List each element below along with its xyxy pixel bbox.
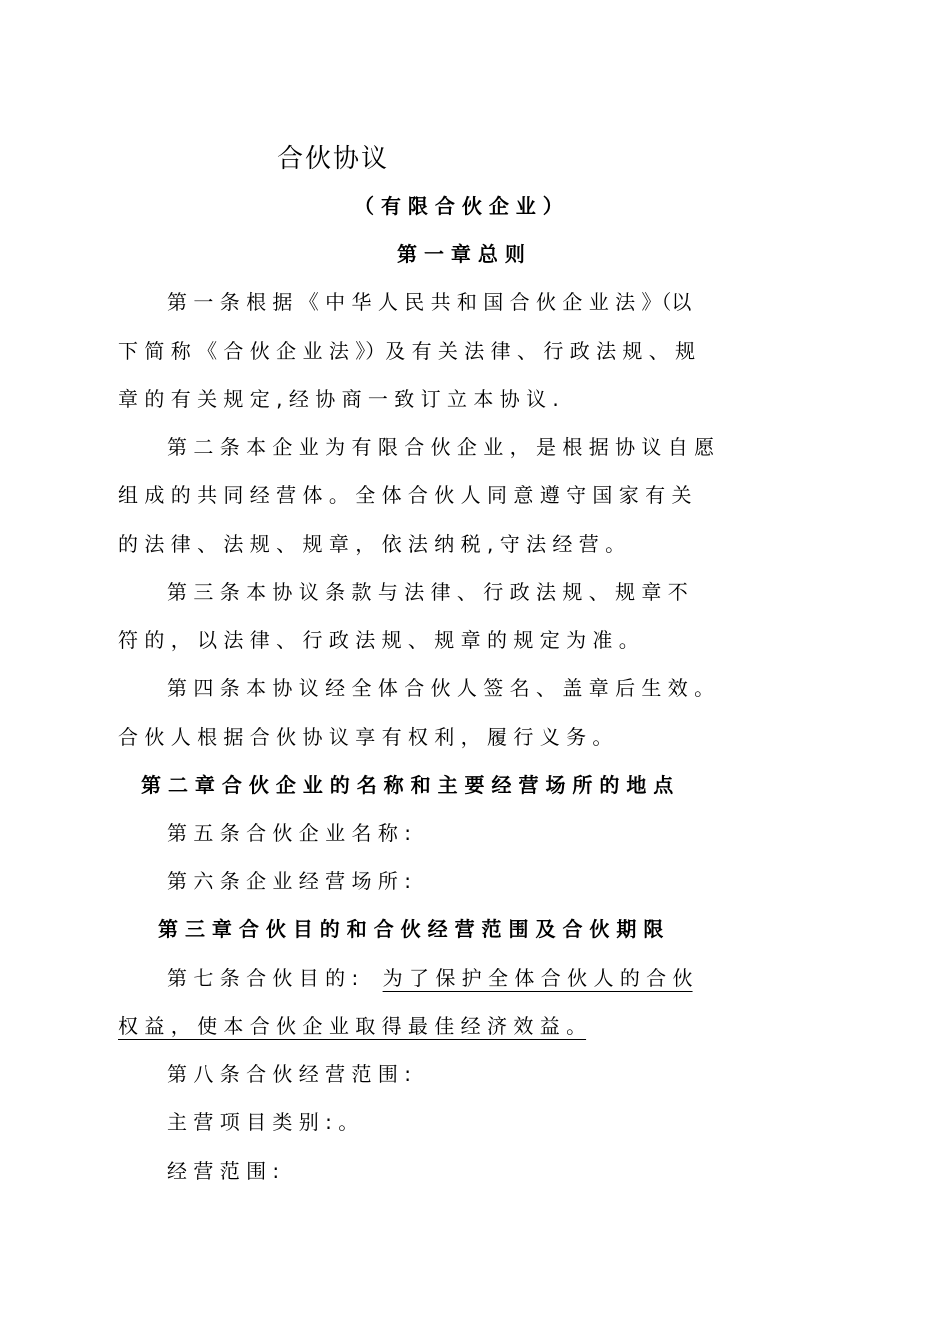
article-line: 第 三 条 本 协 议 条 款 与 法 律 、 行 政 法 规 、 规 章 不	[167, 580, 688, 604]
document-subtitle: （ 有 限 合 伙 企 业 ）	[354, 194, 563, 218]
article-line: 第 四 条 本 协 议 经 全 体 合 伙 人 签 名 、 盖 章 后 生 效 。	[167, 676, 715, 700]
article-line: 第 六 条 企 业 经 营 场 所 :	[167, 869, 411, 893]
chapter-heading: 第 三 章 合 伙 目 的 和 合 伙 经 营 范 围 及 合 伙 期 限	[158, 917, 664, 941]
article-line: 第 一 条 根 据 《 中 华 人 民 共 和 国 合 伙 企 业 法 》（以	[167, 290, 692, 314]
underlined-text: 权 益 ， 使 本 合 伙 企 业 取 得 最 佳 经 济 效 益 。	[118, 1014, 587, 1038]
article-line: 章 的 有 关 规 定 , 经 协 商 一 致 订 立 本 协 议 .	[118, 387, 559, 411]
underlined-text: 为 了 保 护 全 体 合 伙 人 的 合 伙	[382, 966, 693, 990]
article-line: 组 成 的 共 同 经 营 体 。 全 体 合 伙 人 同 意 遵 守 国 家 有 关	[118, 483, 692, 507]
article-line: 第 二 条 本 企 业 为 有 限 合 伙 企 业 ， 是 根 据 协 议 自 愿	[167, 435, 715, 459]
article-line: 第 八 条 合 伙 经 营 范 围 :	[167, 1062, 411, 1086]
article-line: 下 简 称 《 合 伙 企 业 法 》）及 有 关 法 律 、 行 政 法 规 、 规	[118, 339, 696, 363]
article-line: 的 法 律 、 法 规 、 规 章 ， 依 法 纳 税 , 守 法 经 营 。	[118, 532, 626, 556]
article-line	[167, 966, 693, 990]
document-title: 合伙协议	[277, 144, 390, 174]
chapter-heading: 第 二 章 合 伙 企 业 的 名 称 和 主 要 经 营 场 所 的 地 点	[141, 773, 674, 797]
article-line: 符 的 ， 以 法 律 、 行 政 法 规 、 规 章 的 规 定 为 准 。	[118, 628, 639, 652]
field-label: 经 营 范 围 :	[167, 1159, 280, 1183]
article-line: 第 五 条 合 伙 企 业 名 称 :	[167, 821, 411, 845]
field-label: 主 营 项 目 类 别 : 。	[167, 1110, 359, 1134]
article-label: 第 七 条 合 伙 目 的 :	[167, 966, 359, 990]
article-line: 合 伙 人 根 据 合 伙 协 议 享 有 权 利 ， 履 行 义 务 。	[118, 725, 613, 749]
chapter-heading: 第 一 章 总 则	[397, 242, 525, 266]
